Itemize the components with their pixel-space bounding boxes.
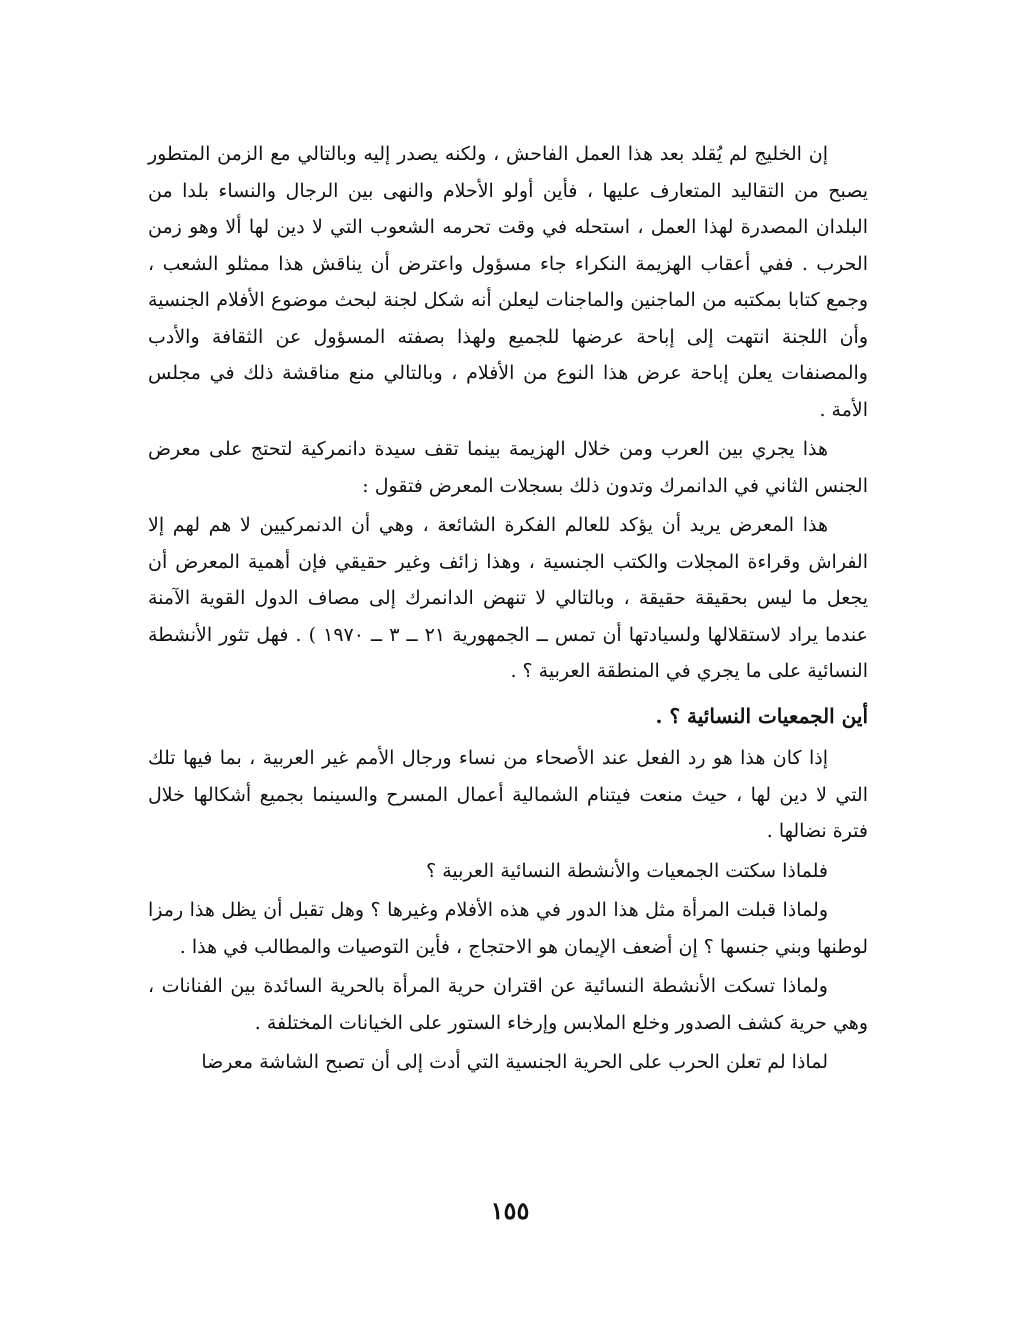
body-text [148,136,868,1084]
section-heading: أين الجمعيات النسائية ؟ . [655,703,868,728]
paragraph-3: هذا المعرض يريد أن يؤكد للعالم الفكرة الشائعة ، وهي أن الدنمركيين لا هم لهم إلا الفراش وقراءة المجلات والكتب الجنسية ، وهذا زائف وغير حقيقي فإن أهمية المعرض أن يجعل ما ليس بحقيقة حقيقة ، وبالتالي لا تنهض الدانمرك إلى مصاف الدول القوية الآمنة عندما يراد لاستقلالها ولسيادتها أن تمس ــ الجمهورية ٢١ ــ ٣ ــ ١٩٧٠ ) . فهل تثور الأنشطة النسائية على ما يجري في المنطقة العربية ؟ . [148,514,868,682]
paragraph-5: فلماذا سكتت الجمعيات والأنشطة النسائية العربية ؟ [426,859,828,882]
paragraph-7: ولماذا تسكت الأنشطة النسائية عن اقتران حرية المرأة بالحرية السائدة بين الفنانات ، وهي حرية كشف الصدور وخلع الملابس وإرخاء الستور على الخيانات المختلفة . [148,975,868,1034]
paragraph-2: هذا يجري بين العرب ومن خلال الهزيمة بينما تقف سيدة دانمركية لتحتج على معرض الجنس الثاني في الدانمرك وتدون ذلك بسجلات المعرض فتقول : [148,438,868,497]
paragraph-1: إن الخليج لم يُقلد بعد هذا العمل الفاحش ، ولكنه يصدر إليه وبالتالي مع الزمن المتطور يصبح من التقاليد المتعارف عليها ، فأين أولو الأحلام والنهى بين الرجال والنساء بلدا من البلدان المصدرة لهذا العمل ، استحله في وقت تحرمه الشعوب التي لا دين لها ألا وهو زمن الحرب . ففي أعقاب الهزيمة النكراء جاء مسؤول واعترض أن يناقش هذا ممثلو الشعب ، وجمع كتابا بمكتبه من الماجنين والماجنات ليعلن أنه شكل لجنة لبحث موضوع الأفلام الجنسية وأن اللجنة انتهت إلى إباحة عرضها للجميع ولهذا بصفته المسؤول عن الثقافة والأدب والمصنفات يعلن إباحة عرض هذا النوع من الأفلام ، وبالتالي منع مناقشة ذلك في مجلس الأمة . [148,143,868,421]
paragraph-6: ولماذا قبلت المرأة مثل هذا الدور في هذه الأفلام وغيرها ؟ وهل تقبل أن يظل هذا رمزا لوطنها وبني جنسها ؟ إن أضعف الإيمان هو الاحتجاج ، فأين التوصيات والمطالب في هذا . [148,899,868,958]
paragraph-8: لماذا لم تعلن الحرب على الحرية الجنسية التي أدت إلى أن تصبح الشاشة معرضا [201,1051,828,1073]
paragraph-4: إذا كان هذا هو رد الفعل عند الأصحاء من نساء ورجال الأمم غير العربية ، بما فيها تلك التي لا دين لها ، حيث منعت فيتنام الشمالية أعمال المسرح والسينما بجميع أشكالها خلال فترة نضالها . [148,747,869,842]
page-number: ١٥٥ [490,1196,530,1225]
